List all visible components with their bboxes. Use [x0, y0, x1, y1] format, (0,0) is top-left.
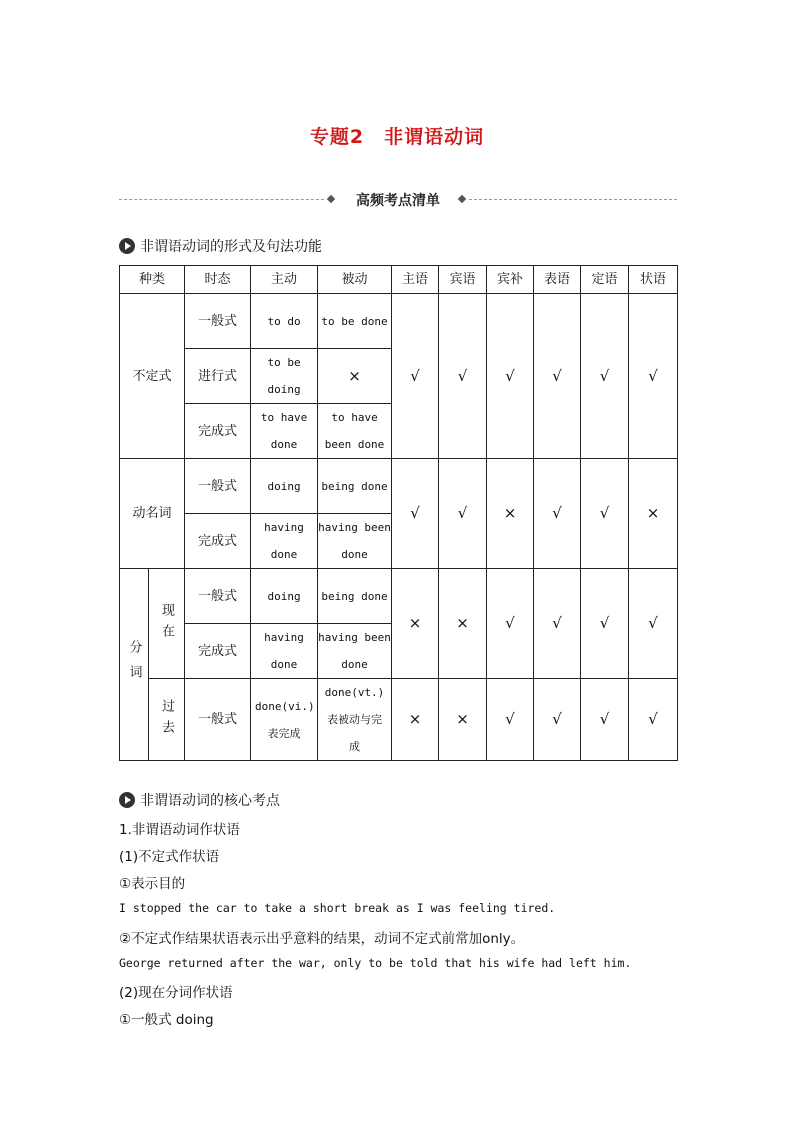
- function-cell: √: [392, 459, 439, 569]
- subcategory-cell: 现在: [149, 569, 185, 679]
- form-cell: doing: [251, 569, 318, 624]
- function-cell: ×: [439, 679, 487, 761]
- header-cell: 主动: [251, 266, 318, 294]
- function-cell: ×: [392, 679, 439, 761]
- function-cell: √: [439, 294, 487, 459]
- play-icon: [119, 792, 135, 808]
- function-cell: √: [581, 569, 629, 679]
- form-cell: ×: [318, 349, 392, 404]
- function-cell: √: [534, 294, 581, 459]
- header-cell: 状语: [629, 266, 678, 294]
- tense-cell: 一般式: [185, 459, 251, 514]
- function-cell: √: [439, 459, 487, 569]
- play-icon: [119, 238, 135, 254]
- form-cell: having done: [251, 514, 318, 569]
- header-cell: 种类: [120, 266, 185, 294]
- tense-cell: 完成式: [185, 624, 251, 679]
- example-sentence: I stopped the car to take a short break as I was feeling tired.: [119, 901, 556, 915]
- form-cell: done(vt.)表被动与完成: [318, 679, 392, 761]
- form-cell: done(vi.)表完成: [251, 679, 318, 761]
- subpoint-item: ②不定式作结果状语表示出乎意料的结果，动词不定式前常加only。: [119, 931, 525, 947]
- subpoint-item: ①表示目的: [119, 876, 186, 892]
- tense-cell: 完成式: [185, 404, 251, 459]
- function-cell: √: [581, 294, 629, 459]
- form-cell: to be done: [318, 294, 392, 349]
- subcategory-cell: 过去: [149, 679, 185, 761]
- form-cell: having been done: [318, 624, 392, 679]
- function-cell: √: [629, 679, 678, 761]
- form-cell: having done: [251, 624, 318, 679]
- tense-cell: 完成式: [185, 514, 251, 569]
- section-divider: [119, 188, 677, 212]
- subpoint-item: ①一般式 doing: [119, 1012, 214, 1028]
- function-cell: ×: [439, 569, 487, 679]
- function-cell: √: [392, 294, 439, 459]
- form-cell: having been done: [318, 514, 392, 569]
- function-cell: √: [534, 459, 581, 569]
- tense-cell: 一般式: [185, 294, 251, 349]
- function-cell: ×: [392, 569, 439, 679]
- function-cell: √: [629, 569, 678, 679]
- header-cell: 表语: [534, 266, 581, 294]
- header-cell: 主语: [392, 266, 439, 294]
- header-cell: 定语: [581, 266, 629, 294]
- function-cell: √: [534, 679, 581, 761]
- tense-cell: 一般式: [185, 679, 251, 761]
- nonfinite-table: [119, 265, 678, 761]
- heading-forms: [119, 236, 322, 256]
- subpoint-heading: (2)现在分词作状语: [119, 985, 233, 1001]
- table-row: [120, 294, 678, 349]
- table-row: [120, 679, 678, 761]
- tense-cell: 进行式: [185, 349, 251, 404]
- function-cell: √: [487, 294, 534, 459]
- function-cell: ×: [487, 459, 534, 569]
- header-cell: 被动: [318, 266, 392, 294]
- divider-line-right: [469, 199, 677, 200]
- heading-text: 非谓语动词的形式及句法功能: [140, 239, 322, 255]
- header-cell: 宾语: [439, 266, 487, 294]
- example-sentence: George returned after the war, only to be told that his wife had left him.: [119, 956, 632, 970]
- function-cell: √: [629, 294, 678, 459]
- form-cell: being done: [318, 569, 392, 624]
- tense-cell: 一般式: [185, 569, 251, 624]
- heading-text: 非谓语动词的核心考点: [140, 793, 280, 809]
- table-header-row: [120, 266, 678, 294]
- category-cell: 分词: [120, 569, 149, 761]
- function-cell: √: [581, 679, 629, 761]
- form-cell: to do: [251, 294, 318, 349]
- point-heading: 1.非谓语动词作状语: [119, 822, 240, 838]
- form-cell: being done: [318, 459, 392, 514]
- header-cell: 宾补: [487, 266, 534, 294]
- function-cell: √: [581, 459, 629, 569]
- function-cell: √: [534, 569, 581, 679]
- form-cell: to have been done: [318, 404, 392, 459]
- form-cell: to be doing: [251, 349, 318, 404]
- function-cell: √: [487, 569, 534, 679]
- form-cell: to have done: [251, 404, 318, 459]
- header-cell: 时态: [185, 266, 251, 294]
- subpoint-heading: (1)不定式作状语: [119, 849, 220, 865]
- table-row: [120, 569, 678, 624]
- function-cell: √: [487, 679, 534, 761]
- table-row: [120, 459, 678, 514]
- form-cell: doing: [251, 459, 318, 514]
- function-cell: ×: [629, 459, 678, 569]
- section-label: 高频考点清单: [356, 193, 440, 209]
- page-title: 专题2 非谓语动词: [309, 126, 485, 148]
- category-cell: 动名词: [120, 459, 185, 569]
- heading-core-points: [119, 790, 280, 810]
- category-cell: 不定式: [120, 294, 185, 459]
